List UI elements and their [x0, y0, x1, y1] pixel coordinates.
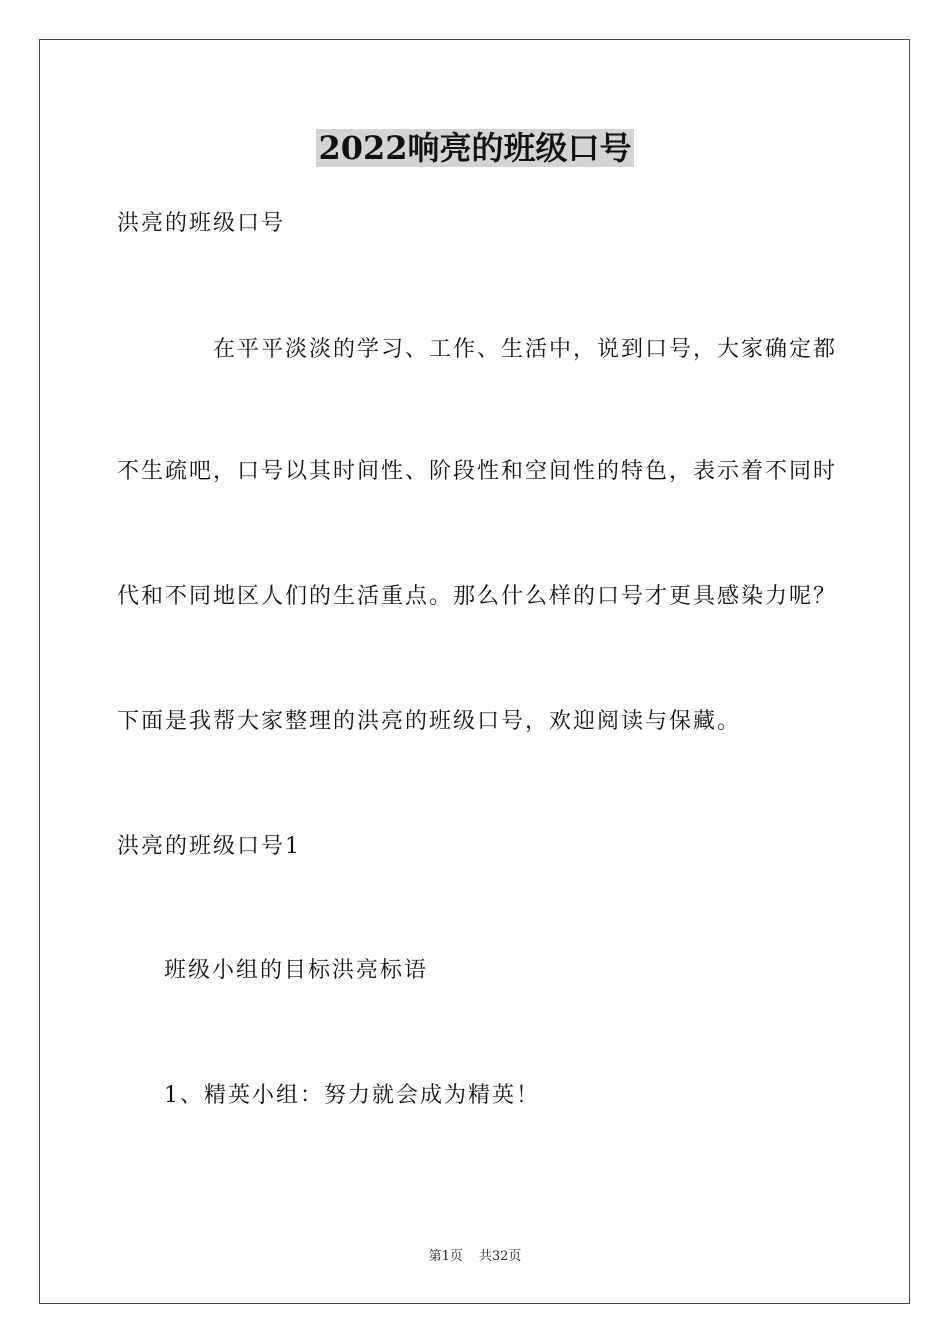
- page-footer: [0, 1248, 950, 1266]
- document-title: [0, 126, 950, 170]
- paragraph-line-1: 在平平淡淡的学习、工作、生活中，说到口号，大家确定都: [213, 337, 838, 362]
- subsection-heading: 班级小组的目标洪亮标语: [164, 958, 429, 983]
- paragraph-line-2: 不生疏吧，口号以其时间性、阶段性和空间性的特色，表示着不同时: [117, 459, 838, 484]
- paragraph-line-4: 下面是我帮大家整理的洪亮的班级口号，欢迎阅读与保藏。: [117, 709, 742, 734]
- list-item: 1、精英小组：努力就会成为精英！: [164, 1083, 540, 1108]
- document-title-text: 2022响亮的班级口号: [318, 129, 632, 167]
- paragraph-line-3: 代和不同地区人们的生活重点。那么什么样的口号才更具感染力呢？: [117, 584, 838, 609]
- page-number: 第1页: [428, 1249, 463, 1264]
- subtitle-line: 洪亮的班级口号: [117, 211, 286, 236]
- page-total: 共32页: [478, 1249, 522, 1264]
- section-heading: 洪亮的班级口号1: [117, 834, 301, 859]
